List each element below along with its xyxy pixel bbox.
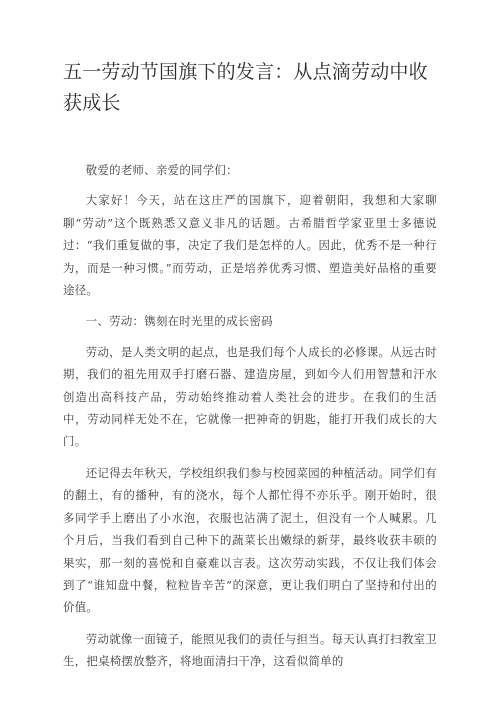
- opening-paragraph: 大家好！今天，站在这庄严的国旗下，迎着朝阳，我想和大家聊聊“劳动”这个既熟悉又意义非凡的话题。古希腊哲学家亚里士多德说过：“我们重复做的事，决定了我们是怎样的人。因此，优秀不是一种行为，而是一种习惯。”而劳动，正是培养优秀习惯、塑造美好品格的重要途径。: [63, 193, 437, 298]
- greeting-paragraph: 敬爱的老师、亲爱的同学们：: [85, 163, 238, 177]
- body-paragraph: 劳动，是人类文明的起点，也是我们每个人成长的必修课。从远古时期，我们的祖先用双手打磨石器、建造房屋，到如今人们用智慧和汗水创造出高科技产品，劳动始终推动着人类社会的进步。在我们的生活中，劳动同样无处不在，它就像一把神奇的钥匙，能打开我们成长的大门。: [63, 344, 437, 449]
- body-paragraph: 还记得去年秋天，学校组织我们参与校园菜园的种植活动。同学们有的翻土，有的播种，有的浇水，每个人都忙得不亦乐乎。刚开始时，很多同学手上磨出了小水泡，衣服也沾满了泥土，但没有一个人喊累。几个月后，当我们看到自己种下的蔬菜长出嫩绿的新芽，最终收获丰硕的果实，那一刻的喜悦和自豪难以言表。这次劳动实践，不仅让我们体会到了“谁知盘中餐，粒粒皆辛苦”的深意，更让我们明白了坚持和付出的价值。: [63, 465, 437, 615]
- section-heading: 一、劳动：镌刻在时光里的成长密码: [85, 314, 273, 329]
- body-paragraph: 劳动就像一面镜子，能照见我们的责任与担当。每天认真打扫教室卫生，把桌椅摆放整齐，将地面清扫干净，这看似简单的: [63, 631, 437, 669]
- document-title: 五一劳动节国旗下的发言：从点滴劳动中收获成长: [63, 61, 428, 114]
